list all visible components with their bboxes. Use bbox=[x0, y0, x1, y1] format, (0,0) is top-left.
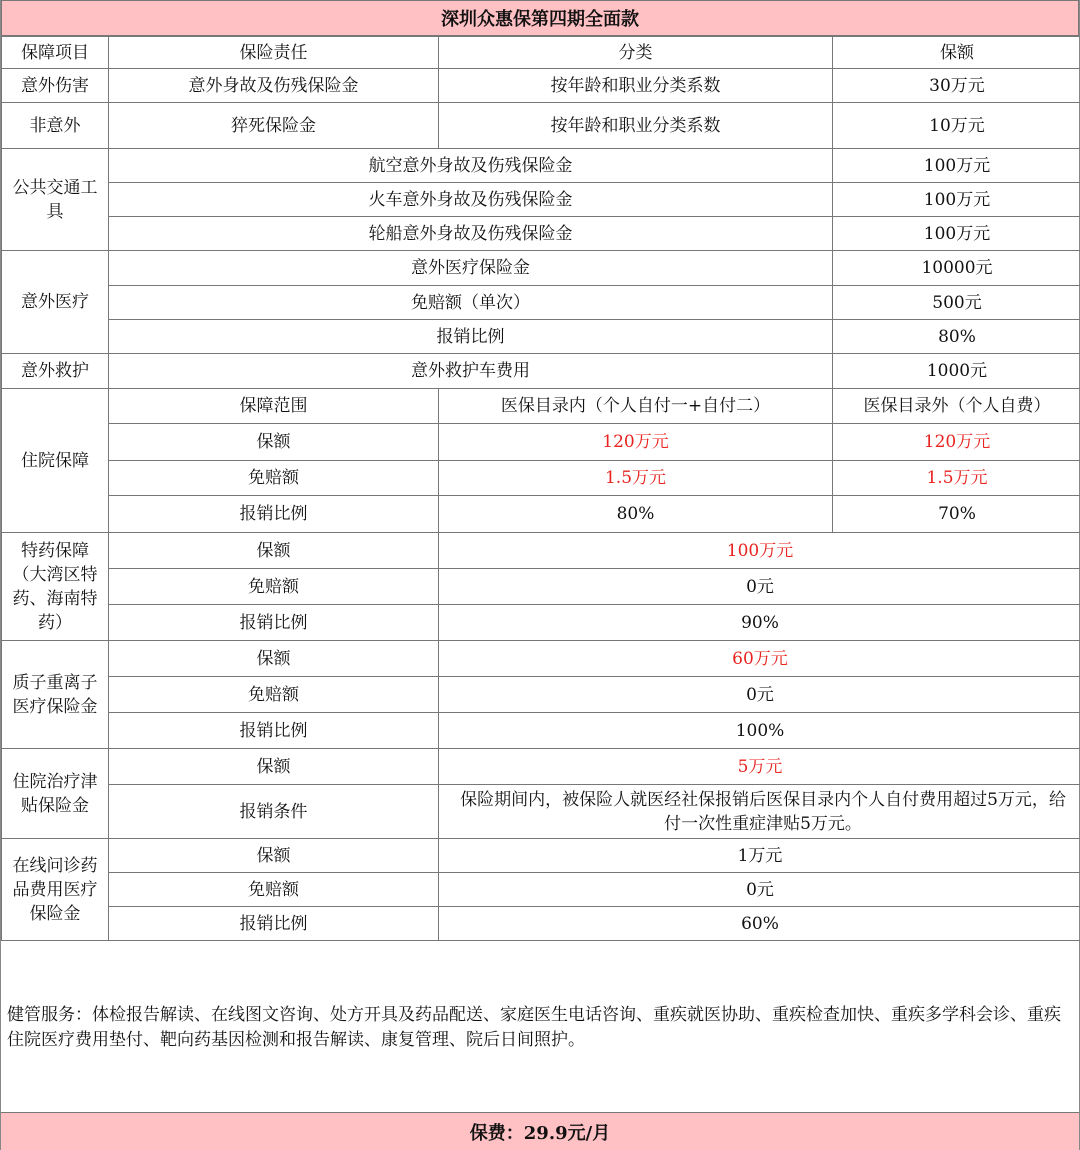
hospital-inside-value: 80% bbox=[439, 496, 833, 533]
allowance-row-name: 报销条件 bbox=[109, 785, 439, 839]
hospital-scope-head: 保障范围 bbox=[109, 389, 439, 424]
public-transport-duty: 航空意外身故及伤残保险金 bbox=[109, 149, 833, 183]
table-row bbox=[2, 749, 1080, 785]
header-item: 保障项目 bbox=[2, 37, 109, 69]
accident-medical-duty: 报销比例 bbox=[109, 320, 833, 354]
hospital-label: 住院保障 bbox=[2, 389, 109, 533]
service-section bbox=[1, 939, 1079, 1112]
public-transport-amount: 100万元 bbox=[833, 217, 1080, 251]
accident-rescue-duty: 意外救护车费用 bbox=[109, 354, 833, 389]
accident-medical-duty: 免赔额（单次） bbox=[109, 286, 833, 320]
premium-fee: 保费：29.9元/月 bbox=[1, 1112, 1079, 1150]
public-transport-label: 公共交通工具 bbox=[2, 149, 109, 251]
accident-rescue-label: 意外救护 bbox=[2, 354, 109, 389]
table-row bbox=[2, 103, 1080, 149]
table-row bbox=[2, 149, 1080, 183]
accident-injury-duty: 意外身故及伤残保险金 bbox=[109, 69, 439, 103]
proton-row-name: 保额 bbox=[109, 641, 439, 677]
coverage-table bbox=[1, 36, 1080, 941]
special-drug-row-name: 保额 bbox=[109, 533, 439, 569]
non-accident-amount: 10万元 bbox=[833, 103, 1080, 149]
accident-medical-amount: 80% bbox=[833, 320, 1080, 354]
special-drug-row-name: 免赔额 bbox=[109, 569, 439, 605]
special-drug-row-name: 报销比例 bbox=[109, 605, 439, 641]
header-category: 分类 bbox=[439, 37, 833, 69]
proton-label: 质子重离子医疗保险金 bbox=[2, 641, 109, 749]
header-duty: 保险责任 bbox=[109, 37, 439, 69]
allowance-row-name: 保额 bbox=[109, 749, 439, 785]
special-drug-value: 90% bbox=[439, 605, 1080, 641]
non-accident-label: 非意外 bbox=[2, 103, 109, 149]
online-label: 在线问诊药品费用医疗保险金 bbox=[2, 839, 109, 941]
table-row bbox=[2, 69, 1080, 103]
proton-row-name: 报销比例 bbox=[109, 713, 439, 749]
allowance-value: 5万元 bbox=[439, 749, 1080, 785]
accident-medical-amount: 500元 bbox=[833, 286, 1080, 320]
table-row bbox=[2, 839, 1080, 873]
hospital-inside-head: 医保目录内（个人自付一+自付二） bbox=[439, 389, 833, 424]
online-row-name: 免赔额 bbox=[109, 873, 439, 907]
special-drug-value: 100万元 bbox=[439, 533, 1080, 569]
special-drug-label: 特药保障（大湾区特药、海南特药） bbox=[2, 533, 109, 641]
hospital-inside-value: 120万元 bbox=[439, 424, 833, 461]
table-row bbox=[2, 461, 1080, 496]
table-header-row bbox=[2, 37, 1080, 69]
hospital-row-name: 保额 bbox=[109, 424, 439, 461]
table-row bbox=[2, 569, 1080, 605]
accident-medical-amount: 10000元 bbox=[833, 251, 1080, 286]
table-row bbox=[2, 641, 1080, 677]
table-row bbox=[2, 286, 1080, 320]
non-accident-duty: 猝死保险金 bbox=[109, 103, 439, 149]
accident-injury-category: 按年龄和职业分类系数 bbox=[439, 69, 833, 103]
table-row bbox=[2, 183, 1080, 217]
hospital-outside-value: 1.5万元 bbox=[833, 461, 1080, 496]
hospital-row-name: 免赔额 bbox=[109, 461, 439, 496]
header-amount: 保额 bbox=[833, 37, 1080, 69]
table-row bbox=[2, 785, 1080, 839]
table-row bbox=[2, 533, 1080, 569]
table-row bbox=[2, 354, 1080, 389]
online-row-name: 报销比例 bbox=[109, 907, 439, 941]
public-transport-amount: 100万元 bbox=[833, 183, 1080, 217]
hospital-row-name: 报销比例 bbox=[109, 496, 439, 533]
table-row bbox=[2, 605, 1080, 641]
public-transport-amount: 100万元 bbox=[833, 149, 1080, 183]
table-row bbox=[2, 424, 1080, 461]
accident-rescue-amount: 1000元 bbox=[833, 354, 1080, 389]
accident-medical-duty: 意外医疗保险金 bbox=[109, 251, 833, 286]
non-accident-category: 按年龄和职业分类系数 bbox=[439, 103, 833, 149]
table-row bbox=[2, 873, 1080, 907]
service-text: 健管服务：体检报告解读、在线图文咨询、处方开具及药品配送、家庭医生电话咨询、重疾就医协助、重疾检查加快、重疾多学科会诊、重疾住院医疗费用垫付、靶向药基因检测和报告解读、康复管理、院后日间照护。 bbox=[7, 1005, 1061, 1050]
proton-value: 0元 bbox=[439, 677, 1080, 713]
hospital-inside-value: 1.5万元 bbox=[439, 461, 833, 496]
table-row bbox=[2, 389, 1080, 424]
proton-value: 100% bbox=[439, 713, 1080, 749]
hospital-outside-head: 医保目录外（个人自费） bbox=[833, 389, 1080, 424]
table-row bbox=[2, 217, 1080, 251]
table-row bbox=[2, 713, 1080, 749]
allowance-condition: 保险期间内，被保险人就医经社保报销后医保目录内个人自付费用超过5万元，给付一次性重症津贴5万元。 bbox=[439, 785, 1080, 839]
online-value: 1万元 bbox=[439, 839, 1080, 873]
special-drug-value: 0元 bbox=[439, 569, 1080, 605]
table-row bbox=[2, 251, 1080, 286]
table-row bbox=[2, 496, 1080, 533]
accident-medical-label: 意外医疗 bbox=[2, 251, 109, 354]
accident-injury-amount: 30万元 bbox=[833, 69, 1080, 103]
online-row-name: 保额 bbox=[109, 839, 439, 873]
proton-value: 60万元 bbox=[439, 641, 1080, 677]
table-row bbox=[2, 677, 1080, 713]
table-row bbox=[2, 320, 1080, 354]
online-value: 60% bbox=[439, 907, 1080, 941]
accident-injury-label: 意外伤害 bbox=[2, 69, 109, 103]
sheet-title: 深圳众惠保第四期全面款 bbox=[1, 0, 1079, 36]
hospital-outside-value: 70% bbox=[833, 496, 1080, 533]
hospital-outside-value: 120万元 bbox=[833, 424, 1080, 461]
public-transport-duty: 轮船意外身故及伤残保险金 bbox=[109, 217, 833, 251]
proton-row-name: 免赔额 bbox=[109, 677, 439, 713]
allowance-label: 住院治疗津贴保险金 bbox=[2, 749, 109, 839]
public-transport-duty: 火车意外身故及伤残保险金 bbox=[109, 183, 833, 217]
table-row bbox=[2, 907, 1080, 941]
online-value: 0元 bbox=[439, 873, 1080, 907]
